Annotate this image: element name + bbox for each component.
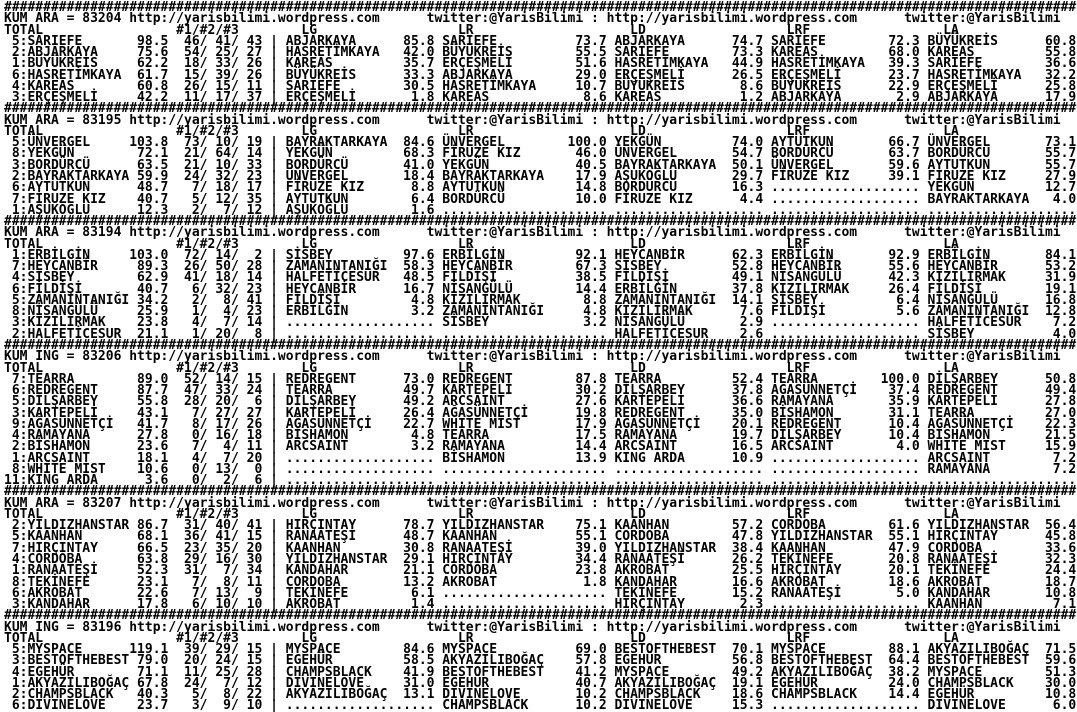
hash-separator-line: ######################################################################################################################################### [4, 101, 1077, 117]
data-row: 5:SARIEFE 98.5 46/ 41/ 43 | ABJARKAYA 85.8 SARIEFE 73.7 ABJARKAYA 74.7 SARIEFE 72.3 BÜYÜKREİS 60.8 [4, 33, 1077, 49]
data-row: 7:FİRUZE KIZ 40.7 5/ 12/ 35 | AYTUTKUN 6.4 BORDÜRCÜ 10.0 FİRUZE KIZ 4.4 ................... BAYRAKTARKAYA 4.0 [4, 191, 1077, 207]
data-row: 11:KING ARDA 3.6 0/ 2/ 6 | ................... ..................... ................... ................... ................... [4, 473, 1077, 489]
data-row: 8:YEKGÜN 72.1 21/ 64/ 14 | YEKGÜN 68.3 FİRUZE KIZ 46.0 ÜNVERGEL 54.7 BORDÜRCÜ 63.7 BORDÜRCÜ 55.7 [4, 146, 1077, 162]
section-header-line: KUM ARA = 83207 http://yarisbilimi.wordpress.com twitter:@YarisBilimi : http://yarisbilimi.wordpress.com twitter:@YarisBilimi [4, 495, 1061, 511]
data-row: 3:KANDAHAR 17.8 6/ 10/ 10 | AKROBAT 1.4 ..................... HIRÇINTAY 2.3 ................... KAANHAN 7.1 [4, 597, 1077, 613]
race-section-83204 [4, 0, 1077, 106]
data-row: 1:ARCSAINT 18.1 4/ 7/ 20 | ................... BİSHAMON 13.9 KING ARDA 10.9 ................... ARCSAINT 7.2 [4, 450, 1077, 466]
hash-separator-line: ######################################################################################################################################### [4, 214, 1077, 230]
data-row: 4:EGEHÜR 71.1 11/ 25/ 28 | CHAMPSBLACK 41.9 BESTOFTHEBEST 41.2 MYSPACE 49.2 AKYAZILIBOĞAÇ 38.2 MYSPACE 51.3 [4, 664, 1077, 680]
data-row: 2:CHAMPSBLACK 40.3 5/ 8/ 22 | AKYAZILIBOĞAÇ 13.1 DIVINELOVE 10.2 CHAMPSBLACK 18.6 CHAMPSBLACK 14.4 EGEHÜR 10.8 [4, 687, 1077, 703]
section-header-line: KUM ARA = 83204 http://yarisbilimi.wordpress.com twitter:@YarisBilimi : http://yarisbilimi.wordpress.com twitter:@YarisBilimi [4, 11, 1061, 27]
data-row: 6:REDREGENT 87.7 47/ 33/ 24 | TEARRA 49.7 KARTEPELİ 30.2 DİLŞARBEY 37.8 AĞASÜNNETÇİ 37.4 REDREGENT 49.4 [4, 383, 1077, 399]
data-row: 1:RANAATEŞİ 52.3 31/ 7/ 34 | KANDAHAR 21.1 CORDOBA 23.8 AKROBAT 25.5 HIRÇINTAY 20.1 TEKİNEFE 24.4 [4, 563, 1077, 579]
data-row: 2:ABJARKAYA 75.6 54/ 25/ 27 | HASRETİMKAYA 42.0 BÜYÜKREİS 55.5 SARIEFE 73.3 KAREAS 68.0 KAREAS 55.8 [4, 45, 1077, 61]
data-row: 4:KAREAS 60.8 26/ 15/ 11 | SARIEFE 30.5 HASRETİMKAYA 10.7 BÜYÜKREİS 8.6 BÜYÜKREİS 22.9 ERÇEŞMELİ 25.8 [4, 78, 1077, 94]
race-section-83207 [4, 484, 1077, 613]
column-header-row: TOTAL #1/#2/#3 LG LR LD LRF LA [4, 123, 959, 139]
data-row: 6:FİLDİŞİ 40.7 6/ 32/ 23 | HEYCANBİR 16.7 NİSANGÜLÜ 14.4 ERBİLGİN 37.8 KIZILIRMAK 26.4 FİLDİŞİ 19.1 [4, 281, 1077, 297]
data-row: 1:BÜYÜKREİS 62.2 18/ 33/ 26 | KAREAS 35.7 ERÇEŞMELİ 51.6 HASRETİMKAYA 44.9 HASRETİMKAYA 39.3 SARIEFE 36.6 [4, 56, 1077, 72]
section-header-line: KUM ARA = 83195 http://yarisbilimi.wordpress.com twitter:@YarisBilimi : http://yarisbilimi.wordpress.com twitter:@YarisBilimi [4, 112, 1061, 128]
data-row: 5:ÜNVERGEL 103.8 73/ 10/ 19 | BAYRAKTARKAYA 84.6 ÜNVERGEL 100.0 YEKGÜN 74.0 AYTUTKUN 66.7 ÜNVERGEL 73.1 [4, 135, 1077, 151]
data-row: 6:DIVINELOVE 23.7 3/ 9/ 10 | ................... CHAMPSBLACK 10.2 DIVINELOVE 15.3 ................... DIVINELOVE 6.0 [4, 698, 1077, 712]
data-row: 2:HALFETİCESUR 21.1 1/ 20/ 8 | ................... ..................... HALFETİCESUR 2.6 ................... SİSBEY 4.0 [4, 326, 1077, 342]
race-section-83206 [4, 337, 1077, 489]
data-row: 5:ZAMANİNTANIĞI 34.2 2/ 8/ 41 | FİLDİŞİ 4.8 KIZILIRMAK 8.8 ZAMANINTANIĞI 14.1 SİSBEY 6.4 NİSANGÜLÜ 16.8 [4, 292, 1077, 308]
section-header-line: KUM ING = 83196 http://yarisbilimi.wordpress.com twitter:@YarisBilimi : http://yarisbilimi.wordpress.com twitter:@YarisBilimi [4, 619, 1061, 635]
race-section-83195 [4, 103, 1077, 216]
data-row: 7:HEYCANBİR 89.3 26/ 50/ 28 | ZAMANINTANIĞI 58.3 HEYCANBİR 67.3 SİSBEY 52.8 HEYCANBİR 55.6 HEYCANBİR 53.2 [4, 259, 1077, 275]
section-header-line: KUM ING = 83206 http://yarisbilimi.wordpress.com twitter:@YarisBilimi : http://yarisbilimi.wordpress.com twitter:@YarisBilimi [4, 349, 1061, 365]
data-row: 4:RAMAYANA 27.8 0/ 16/ 18 | BİSHAMON 4.8 TEARRA 17.5 RAMAYANA 19.7 DİLŞARBEY 10.4 BİSHAMON 21.5 [4, 428, 1077, 444]
data-row: 2:YILDIZHANSTAR 86.7 31/ 40/ 41 | HIRÇINTAY 78.7 YILDIZHANSTAR 75.1 KAANHAN 57.2 CORDOBA 61.6 YILDIZHANSTAR 56.4 [4, 518, 1077, 534]
data-row: 6:AYTUTKUN 48.7 7/ 18/ 17 | FİRUZE KIZ 8.8 AYTUTKUN 14.8 BORDÜRCÜ 16.3 ................... YEKGÜN 12.7 [4, 180, 1077, 196]
data-row: 4:SİSBEY 62.9 41/ 18/ 14 | HALFETİCESUR 48.5 FİLDİŞİ 38.5 FİLDİŞİ 49.1 NİSANGÜLÜ 42.3 KIZILIRMAK 31.9 [4, 270, 1077, 286]
hash-separator-line: ######################################################################################################################################### [4, 484, 1077, 500]
data-row: 1:AKYAZILIBOĞAÇ 67.8 24/ 7/ 12 | DIVINELOVE 31.0 EGEHÜR 40.7 AKYAZILIBOĞAÇ 19.1 EGEHÜR 24.0 CHAMPSBLACK 30.0 [4, 675, 1077, 691]
hash-separator-line: ######################################################################################################################################### [4, 608, 1077, 624]
data-row: 5:MYSPACE 119.1 39/ 29/ 15 | MYSPACE 84.6 MYSPACE 69.0 BESTOFTHEBEST 70.1 MYSPACE 88.1 AKYAZILIBOĞAÇ 71.5 [4, 642, 1077, 658]
data-row: 1:AŞUKOĞLU 12.3 2/ 7/ 12 | AŞUKOĞLU 1.6 ..................... ................... ................... ................... [4, 202, 1077, 218]
data-row: 3:BORDÜRCÜ 63.5 21/ 10/ 33 | BORDÜRCÜ 41.0 YEKGÜN 40.5 BAYRAKTARKAYA 50.1 ÜNVERGEL 59.6 AYTUTKUN 55.7 [4, 157, 1077, 173]
section-header-line: KUM ARA = 83194 http://yarisbilimi.wordpress.com twitter:@YarisBilimi : http://yarisbilimi.wordpress.com twitter:@YarisBilimi [4, 225, 1061, 241]
data-row: 2:BAYRAKTARKAYA 59.9 24/ 32/ 23 | ÜNVERGEL 18.4 BAYRAKTARKAYA 17.9 AŞUKOĞLU 29.7 FİRUZE KIZ 39.1 FİRUZE KIZ 27.9 [4, 168, 1077, 184]
data-row: 7:TEARRA 89.0 52/ 14/ 15 | REDREGENT 73.0 REDREGENT 87.8 TEARRA 52.4 TEARRA 100.0 DİLŞARBEY 50.8 [4, 371, 1077, 387]
column-header-row: TOTAL #1/#2/#3 LG LR LD LRF LA [4, 236, 959, 252]
column-header-row: TOTAL #1/#2/#3 LG LR LD LRF LA [4, 360, 959, 376]
column-header-row: TOTAL #1/#2/#3 LG LR LD LRF LA [4, 630, 959, 646]
race-section-83194 [4, 216, 1077, 340]
column-header-row: TOTAL #1/#2/#3 LG LR LD LRF LA [4, 506, 959, 522]
data-row: 3:BESTOFTHEBEST 79.0 20/ 24/ 15 | EGEHÜR 58.5 AKYAZILIBOĞAÇ 57.8 EGEHÜR 56.8 BESTOFTHEBEST 64.4 BESTOFTHEBEST 59.6 [4, 653, 1077, 669]
data-row: 8:WHITE MIST 10.6 0/ 13/ 0 | ................... ..................... ................... ................... RAMAYANA 7.2 [4, 461, 1077, 477]
data-row: 6:AKROBAT 22.6 7/ 13/ 9 | TEKİNEFE 6.1 ..................... TEKİNEFE 15.2 RANAATEŞİ 5.0 KANDAHAR 10.8 [4, 585, 1077, 601]
data-row: 9:AĞASÜNNETÇİ 41.7 8/ 17/ 26 | AĞASÜNNETÇİ 22.7 WHITE MIST 17.9 AĞASÜNNETÇİ 20.1 REDREGENT 10.4 AĞASÜNNETÇİ 22.3 [4, 416, 1077, 432]
data-row: 3:KIZILIRMAK 23.8 4/ 7/ 14 | ................... SİSBEY 3.2 NİSANGÜLÜ 2.9 ................... HALFETİCESUR 7.2 [4, 315, 1077, 331]
data-row: 7:HIRÇINTAY 66.5 23/ 35/ 20 | KAANHAN 30.8 RANAATEŞİ 39.0 YILDIZHANSTAR 38.4 KAANHAN 47.9 CORDOBA 33.6 [4, 540, 1077, 556]
data-row: 5:KAANHAN 68.1 36/ 41/ 15 | RANAATEŞİ 48.7 KAANHAN 55.1 CORDOBA 47.8 YILDIZHANSTAR 55.1 HIRÇINTAY 45.8 [4, 529, 1077, 545]
column-header-row: TOTAL #1/#2/#3 LG LR LD LRF LA [4, 22, 959, 38]
data-row: 3:KARTEPELİ 43.1 7/ 27/ 27 | KARTEPELİ 26.4 AĞASÜNNETÇİ 19.8 REDREGENT 35.0 BİSHAMON 31.1 TEARRA 27.0 [4, 405, 1077, 421]
data-row: 5:DİLŞARBEY 55.8 28/ 20/ 6 | DİLŞARBEY 49.2 ARCSAINT 27.6 KARTEPELİ 36.6 RAMAYANA 35.9 KARTEPELİ 27.8 [4, 394, 1077, 410]
hash-separator-line: ######################################################################################################################################### [4, 337, 1077, 353]
data-row: 1:ERBİLGİN 103.0 72/ 14/ 2 | SİSBEY 97.6 ERBİLGİN 92.1 HEYCANBİR 62.3 ERBİLGİN 92.9 ERBİLGİN 84.1 [4, 247, 1077, 263]
race-section-83196 [4, 610, 1077, 711]
hash-separator-line: ######################################################################################################################################### [4, 0, 1077, 15]
data-row: 3:ERÇEŞMELİ 42.2 11/ 17/ 37 | ERÇEŞMELİ 1.8 KAREAS 8.6 KAREAS 1.2 ABJARKAYA 2.9 ABJARKAYA 17.9 [4, 90, 1077, 106]
data-row: 2:BİSHAMON 23.6 7/ 4/ 11 | ARCSAINT 3.2 RAMAYANA 14.4 ARCSAINT 16.5 ARCSAINT 4.0 WHITE MIST 15.9 [4, 439, 1077, 455]
data-row: 8:TEKİNEFE 23.1 7/ 8/ 11 | CORDOBA 13.2 AKROBAT 1.8 KANDAHAR 16.6 AKROBAT 18.6 AKROBAT 18.7 [4, 574, 1077, 590]
data-row: 8:NİSANGÜLÜ 25.9 1/ 4/ 23 | ERBİLGİN 3.2 ZAMANINTANIĞI 4.8 KIZILIRMAK 7.6 FİLDİŞİ 5.6 ZAMANINTANIĞI 12.8 [4, 304, 1077, 320]
data-row: 6:HASRETİMKAYA 61.7 15/ 39/ 26 | BÜYÜKREİS 33.3 ABJARKAYA 29.0 ERÇEŞMELİ 26.5 ERÇEŞMELİ 23.7 HASRETİMKAYA 32.2 [4, 67, 1077, 83]
data-row: 4:CORDOBA 63.8 29/ 16/ 30 | YILDIZHANSTAR 29.1 HIRÇINTAY 34.4 RANAATEŞİ 26.2 TEKİNEFE 20.8 RANAATEŞİ 32.3 [4, 552, 1077, 568]
